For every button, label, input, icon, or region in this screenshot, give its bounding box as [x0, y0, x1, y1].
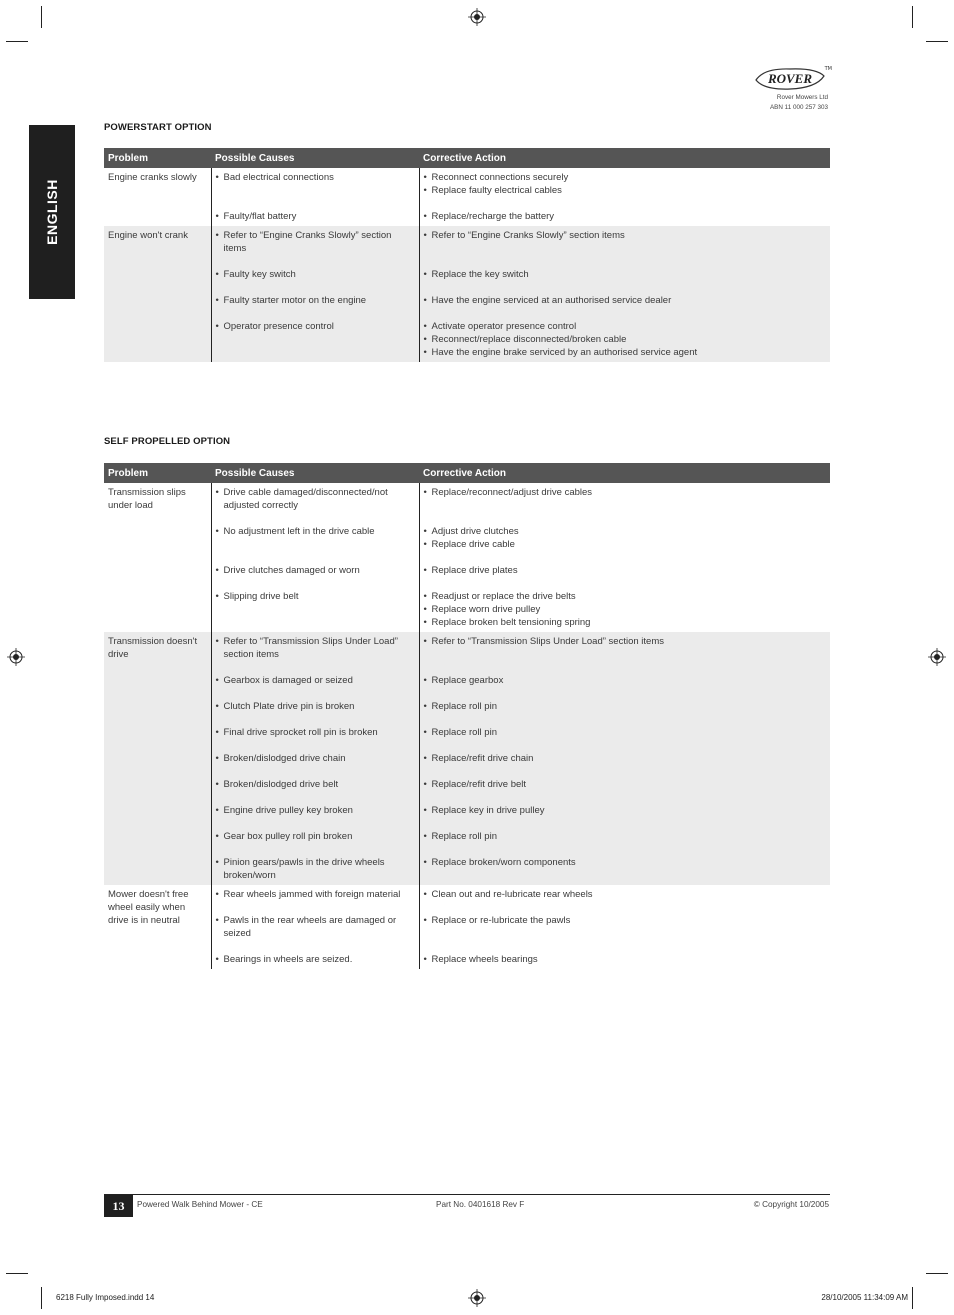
action-group	[424, 229, 827, 268]
cause-group	[216, 726, 415, 752]
cause-item: • Engine drive pulley key broken	[216, 804, 415, 817]
rover-badge-icon	[754, 66, 826, 96]
action-group	[424, 752, 827, 778]
cause-group	[216, 320, 415, 359]
cause-item: • Bad electrical connections	[216, 171, 415, 184]
problem-text: Transmission slips under load	[108, 487, 186, 511]
cause-group	[216, 525, 415, 564]
cause-item: • Rear wheels jammed with foreign material	[216, 888, 415, 901]
action-item: • Readjust or replace the drive belts	[424, 590, 827, 603]
actions-cell	[419, 483, 830, 632]
language-tab-label: ENGLISH	[44, 179, 60, 245]
registration-mark-icon	[7, 648, 25, 666]
action-group	[424, 564, 827, 590]
problem-cell	[104, 226, 211, 362]
action-item: • Replace/reconnect/adjust drive cables	[424, 486, 827, 499]
troubleshooting-table-powerstart	[104, 148, 830, 362]
header-action: Corrective Action	[419, 148, 830, 168]
causes-cell	[211, 226, 419, 362]
problem-cell	[104, 885, 211, 969]
actions-cell	[419, 168, 830, 226]
action-group	[424, 674, 827, 700]
action-group	[424, 804, 827, 830]
table-row	[104, 885, 830, 969]
action-item: • Refer to “Engine Cranks Slowly” section items	[424, 229, 827, 242]
cause-item: • No adjustment left in the drive cable	[216, 525, 415, 538]
action-item: • Replace the key switch	[424, 268, 827, 281]
action-group	[424, 590, 827, 629]
registration-mark-icon	[468, 8, 486, 26]
table-header-row	[104, 463, 830, 483]
cause-group	[216, 914, 415, 953]
action-item: • Replace broken belt tensioning spring	[424, 616, 827, 629]
action-group	[424, 888, 827, 914]
action-group	[424, 778, 827, 804]
action-item: • Activate operator presence control	[424, 320, 827, 333]
cause-group	[216, 590, 415, 629]
cause-group	[216, 674, 415, 700]
action-item: • Replace broken/worn components	[424, 856, 827, 869]
crop-mark	[41, 6, 42, 28]
table-row	[104, 483, 830, 632]
footer-part-number: Part No. 0401618 Rev F	[436, 1200, 525, 1209]
cause-group	[216, 635, 415, 674]
cause-item: • Drive clutches damaged or worn	[216, 564, 415, 577]
action-group	[424, 830, 827, 856]
action-item: • Replace roll pin	[424, 830, 827, 843]
crop-mark	[6, 41, 28, 42]
action-item: • Adjust drive clutches	[424, 525, 827, 538]
causes-cell	[211, 483, 419, 632]
footer-rule	[104, 1194, 830, 1195]
section-title-self-propelled: SELF PROPELLED OPTION	[104, 436, 231, 447]
cause-group	[216, 752, 415, 778]
action-item: • Refer to “Transmission Slips Under Load” section items	[424, 635, 827, 648]
company-name: Rover Mowers Ltd	[776, 94, 828, 101]
actions-cell	[419, 885, 830, 969]
cause-item: • Bearings in wheels are seized.	[216, 953, 415, 966]
table-header-row	[104, 148, 830, 168]
action-item: • Clean out and re-lubricate rear wheels	[424, 888, 827, 901]
action-item: • Replace or re-lubricate the pawls	[424, 914, 827, 927]
actions-cell	[419, 632, 830, 885]
crop-mark	[926, 41, 948, 42]
cause-group	[216, 171, 415, 210]
crop-mark	[6, 1273, 28, 1274]
action-item: • Have the engine brake serviced by an authorised service agent	[424, 346, 827, 359]
table-row	[104, 226, 830, 362]
action-group	[424, 294, 827, 320]
cause-group	[216, 778, 415, 804]
problem-text: Mower doesn't free wheel easily when drive is in neutral	[108, 889, 189, 926]
cause-group	[216, 294, 415, 320]
cause-group	[216, 229, 415, 268]
causes-cell	[211, 168, 419, 226]
cause-item: • Clutch Plate drive pin is broken	[216, 700, 415, 713]
cause-item: • Slipping drive belt	[216, 590, 415, 603]
action-item: • Replace roll pin	[424, 700, 827, 713]
cause-item: • Pawls in the rear wheels are damaged or seized	[216, 914, 415, 940]
cause-group	[216, 564, 415, 590]
action-item: • Replace/refit drive belt	[424, 778, 827, 791]
action-item: • Replace wheels bearings	[424, 953, 827, 966]
action-item: • Reconnect connections securely	[424, 171, 827, 184]
cause-group	[216, 210, 415, 223]
action-item: • Replace worn drive pulley	[424, 603, 827, 616]
action-group	[424, 210, 827, 223]
action-item: • Replace/recharge the battery	[424, 210, 827, 223]
crop-mark	[912, 6, 913, 28]
table-row	[104, 168, 830, 226]
cause-item: • Gear box pulley roll pin broken	[216, 830, 415, 843]
header-problem: Problem	[104, 148, 211, 168]
page-number: 13	[104, 1195, 133, 1217]
crop-mark	[912, 1287, 913, 1309]
causes-cell	[211, 885, 419, 969]
action-item: • Replace drive plates	[424, 564, 827, 577]
action-item: • Replace roll pin	[424, 726, 827, 739]
cause-item: • Gearbox is damaged or seized	[216, 674, 415, 687]
action-item: • Reconnect/replace disconnected/broken cable	[424, 333, 827, 346]
action-group	[424, 700, 827, 726]
action-group	[424, 268, 827, 294]
cause-group	[216, 486, 415, 525]
language-tab	[29, 125, 75, 299]
cause-group	[216, 830, 415, 856]
slug-datetime: 28/10/2005 11:34:09 AM	[821, 1293, 908, 1302]
cause-item: • Refer to “Engine Cranks Slowly” section items	[216, 229, 415, 255]
action-item: • Replace drive cable	[424, 538, 827, 551]
problem-text: Transmission doesn't drive	[108, 636, 198, 660]
cause-item: • Operator presence control	[216, 320, 415, 333]
problem-text: Engine won't crank	[108, 230, 188, 241]
action-item: • Replace faulty electrical cables	[424, 184, 827, 197]
action-item: • Have the engine serviced at an authorised service dealer	[424, 294, 827, 307]
registration-mark-icon	[928, 648, 946, 666]
logo-text: ROVER	[767, 71, 813, 86]
cause-item: • Faulty key switch	[216, 268, 415, 281]
causes-cell	[211, 632, 419, 885]
action-group	[424, 726, 827, 752]
section-title-powerstart: POWERSTART OPTION	[104, 122, 212, 133]
actions-cell	[419, 226, 830, 362]
action-group	[424, 856, 827, 882]
slug-file-info: 6218 Fully Imposed.indd 14	[56, 1293, 155, 1302]
problem-text: Engine cranks slowly	[108, 172, 197, 183]
footer-copyright: © Copyright 10/2005	[753, 1200, 829, 1209]
action-group	[424, 320, 827, 359]
action-group	[424, 525, 827, 564]
header-causes: Possible Causes	[211, 463, 419, 483]
footer-doc-title: Powered Walk Behind Mower - CE	[137, 1200, 263, 1209]
problem-cell	[104, 168, 211, 226]
header-action: Corrective Action	[419, 463, 830, 483]
company-abn: ABN 11 000 257 303	[769, 104, 828, 111]
troubleshooting-table-self-propelled	[104, 463, 830, 969]
header-problem: Problem	[104, 463, 211, 483]
cause-group	[216, 268, 415, 294]
crop-mark	[926, 1273, 948, 1274]
action-group	[424, 635, 827, 674]
header-causes: Possible Causes	[211, 148, 419, 168]
action-item: • Replace gearbox	[424, 674, 827, 687]
cause-group	[216, 700, 415, 726]
action-group	[424, 953, 827, 966]
action-group	[424, 486, 827, 525]
cause-item: • Drive cable damaged/disconnected/not adjusted correctly	[216, 486, 415, 512]
rover-logo	[752, 64, 832, 114]
cause-item: • Pinion gears/pawls in the drive wheels broken/worn	[216, 856, 415, 882]
action-group	[424, 171, 827, 210]
table-row	[104, 632, 830, 885]
cause-group	[216, 888, 415, 914]
cause-item: • Refer to “Transmission Slips Under Load” section items	[216, 635, 415, 661]
crop-mark	[41, 1287, 42, 1309]
problem-cell	[104, 483, 211, 632]
action-item: • Replace/refit drive chain	[424, 752, 827, 765]
trademark-mark: TM	[824, 66, 832, 72]
cause-item: • Broken/dislodged drive belt	[216, 778, 415, 791]
cause-item: • Faulty/flat battery	[216, 210, 415, 223]
cause-group	[216, 856, 415, 882]
cause-item: • Final drive sprocket roll pin is broken	[216, 726, 415, 739]
action-item: • Replace key in drive pulley	[424, 804, 827, 817]
cause-group	[216, 804, 415, 830]
action-group	[424, 914, 827, 953]
cause-item: • Faulty starter motor on the engine	[216, 294, 415, 307]
cause-group	[216, 953, 415, 966]
problem-cell	[104, 632, 211, 885]
cause-item: • Broken/dislodged drive chain	[216, 752, 415, 765]
registration-mark-icon	[468, 1289, 486, 1307]
